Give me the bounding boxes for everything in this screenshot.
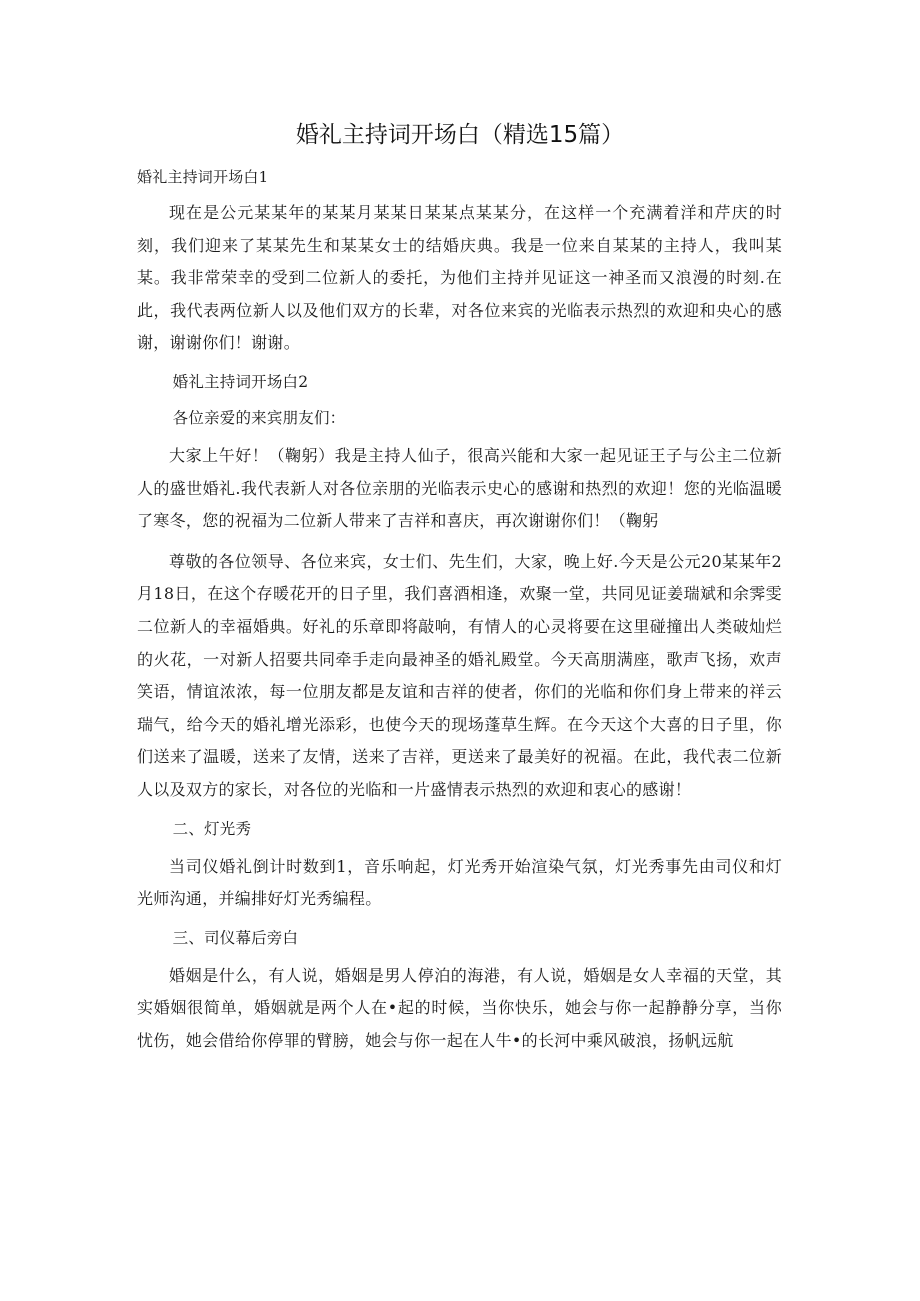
- section-heading-narration: 三、司仪幕后旁白: [172, 928, 299, 947]
- paragraph: 尊敬的各位领导、各位来宾，女士们、先生们，大家，晚上好.今天是公元20某某年2月18日，在这个存暖花开的日子里，我们喜酒相逢，欢聚一堂，共同见证姜瑞斌和余霁雯二位新人的幸福婚典。好礼的乐章即将敲响，有情人的心灵将要在这里碰撞出人类破灿烂的火花，一对新人招要共同牵手走向最神圣的婚礼殿堂。今天高朋满座，歌声飞扬，欢声笑语，情谊浓浓，每一位朋友都是友谊和吉祥的使者，你们的光临和你们身上带来的祥云瑞气，给今天的婚礼增光添彩，也使今天的现场蓬草生辉。在今天这个大喜的日子里，你们送来了温暖，送来了友情，送来了吉祥，更送来了最美好的祝福。在此，我代表二位新人以及双方的家长，对各位的光临和一片盛情表示热烈的欢迎和衷心的感谢！: [137, 551, 782, 799]
- paragraph: 大家上午好！（鞠躬）我是主持人仙子，很高兴能和大家一起见证王子与公主二位新人的盛世婚礼.我代表新人对各位亲朋的光临表示史心的感谢和热烈的欢迎！您的光临温暖了寒冬，您的祝福为二位新人带来了吉祥和喜庆，再次谢谢你们！（鞠躬: [137, 445, 782, 531]
- section-heading-lights: 二、灯光秀: [172, 819, 252, 838]
- paragraph: 婚姻是什么，有人说，婚姻是男人停泊的海港，有人说，婚姻是女人幸福的天堂，其实婚姻很简单，婚姻就是两个人在•起的时候，当你快乐，她会与你一起静静分享，当你忧伤，她会借给你停罪的臂膀，她会与你一起在人牛•的长河中乘风破浪，扬帆远航: [137, 965, 782, 1050]
- page-title: 婚礼主持词开场白（精选15篇）: [295, 122, 625, 148]
- section-heading-2: 婚礼主持词开场白2: [172, 372, 309, 391]
- paragraph: 当司仪婚礼倒计时数到1，音乐响起，灯光秀开始渲染气氛，灯光秀事先由司仪和灯光师沟通，并编排好灯光秀编程。: [137, 856, 782, 909]
- section-heading-1: 婚礼主持词开场白1: [137, 168, 269, 186]
- document-body: [137, 163, 782, 1065]
- paragraph: 现在是公元某某年的某某月某某日某某点某某分，在这样一个充满着洋和芹庆的时刻，我们迎来了某某先生和某某女士的结婚庆典。我是一位来自某某的主持人，我叫某某。我非常荣幸的受到二位新人的委托，为他们主持并见证这一神圣而又浪漫的时刻.在此，我代表两位新人以及他们双方的长辈，对各位来宾的光临表示热烈的欢迎和央心的感谢，谢谢你们！谢谢。: [137, 203, 782, 353]
- greeting-line: 各位亲爱的来宾朋友们：: [172, 408, 346, 427]
